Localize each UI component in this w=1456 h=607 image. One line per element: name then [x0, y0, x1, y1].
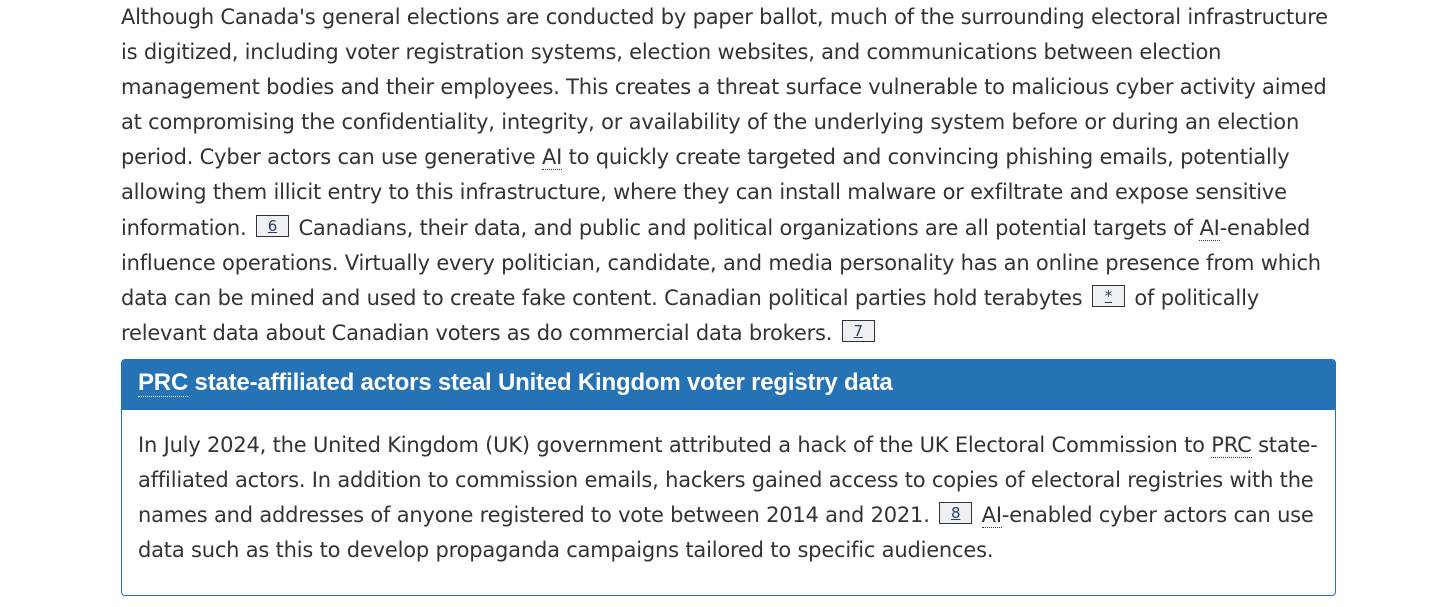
intro-paragraph — [121, 0, 1336, 351]
intro-text-3: Canadians, their data, and public and political organizations are all potential targets of — [298, 215, 1193, 240]
panel-heading — [122, 360, 1335, 410]
abbr-ai[interactable]: AI — [541, 145, 563, 170]
intro-text-1: Although Canada's general elections are conducted by paper ballot, much of the surrounding electoral infrastructure is digitized, including voter registration systems, election websites, and communications between election management bodies and their employees. This creates a threat surface vulnerable to malicious cyber activity aimed at compromising the confidentiality, integrity, or availability of the underlying system before or during an election period. Cyber actors can use generative — [121, 5, 1328, 170]
footnote-8-link[interactable]: 8 — [939, 502, 972, 524]
footnote-7-link[interactable]: 7 — [842, 320, 875, 342]
panel-heading-text: state-affiliated actors steal United Kingdom voter registry data — [194, 369, 893, 396]
abbr-prc-heading[interactable]: PRC — [138, 369, 189, 396]
footnote-star-link[interactable]: * — [1092, 285, 1125, 307]
abbr-ai-2[interactable]: AI — [1199, 215, 1220, 240]
panel-paragraph — [138, 428, 1319, 568]
panel-body — [122, 410, 1335, 568]
abbr-prc[interactable]: PRC — [1211, 433, 1252, 457]
footnote-6-link[interactable]: 6 — [256, 215, 289, 237]
panel-text-1: In July 2024, the United Kingdom (UK) government attributed a hack of the UK Electoral Commission to — [138, 433, 1205, 457]
callout-panel — [121, 359, 1336, 596]
intro-text-2: to quickly create targeted and convincing phishing emails, potentially allowing them illicit entry to this infrastructure, where they can install malware or exfiltrate and expose sensitive information. — [121, 145, 1290, 240]
abbr-ai-panel[interactable]: AI — [981, 503, 1002, 528]
intro-text-4: -enabled influence operations. Virtually every politician, candidate, and media personality has an online presence from which data can be mined and used to create fake content. Canadian political parties hold terabytes — [121, 215, 1321, 310]
article-body — [121, 0, 1336, 351]
intro-text-5: of politically relevant data about Canadian voters as do commercial data brokers. — [121, 285, 1259, 345]
panel-text-3: -enabled cyber actors can use data such as this to develop propaganda campaigns tailored to specific audiences. — [138, 503, 1314, 563]
panel-text-2: state-affiliated actors. In addition to commission emails, hackers gained access to copies of electoral registries with the names and addresses of anyone registered to vote between 2014 and 2021. — [138, 433, 1318, 528]
